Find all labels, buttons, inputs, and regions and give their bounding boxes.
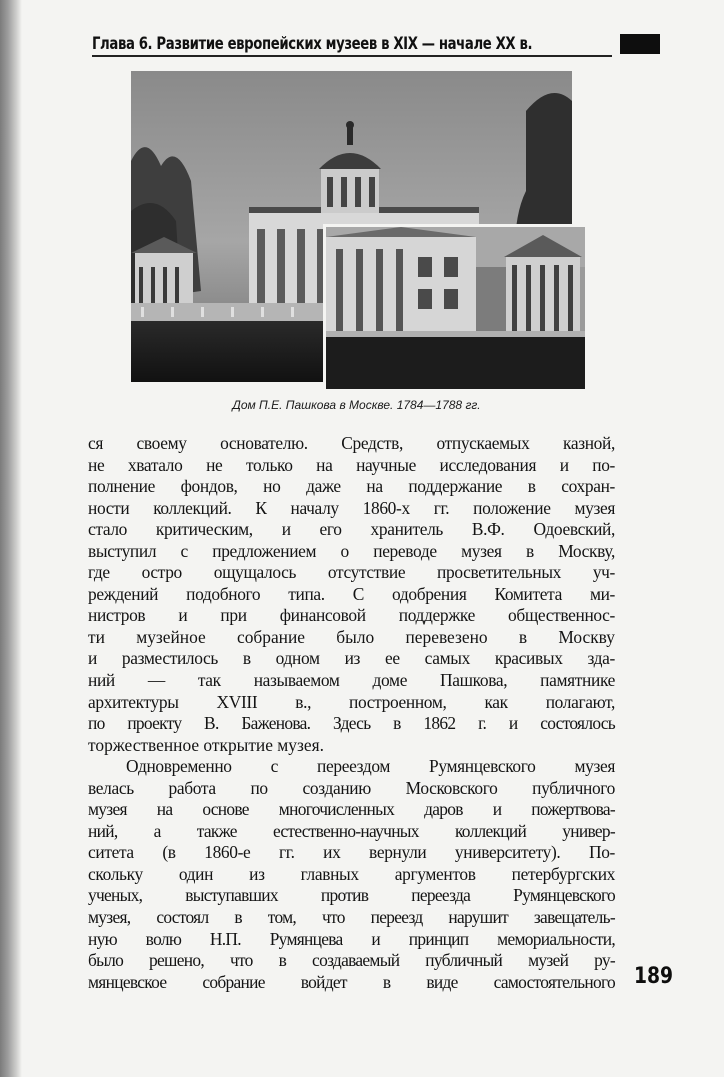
text-line: музея на основе многочисленных даров и пожертвова- (88, 799, 615, 820)
text-line: выступил с предложением о переводе музея в Москву, (88, 540, 615, 561)
text-line: ную волю Н.П. Румянцева и принцип мемориальности, (88, 928, 615, 949)
header-marker-block (620, 34, 660, 54)
text-line: ученых, выступавших против переезда Румянцевского (88, 885, 615, 906)
text-line: и разместилось в одном из ее самых красивых зда- (88, 648, 615, 669)
pashkov-house-detail-photo (323, 224, 585, 389)
text-line: ти музейное собрание было перевезено в Москву (88, 626, 615, 647)
text-line: полнение фондов, но даже на поддержание в сохран- (88, 476, 615, 497)
book-spine-shadow (0, 0, 22, 1077)
text-line: было решено, что в создаваемый публичный музей ру- (88, 950, 615, 971)
text-line: ности коллекций. К началу 1860-х гг. положение музея (88, 497, 615, 518)
text-line: Одновременно с переездом Румянцевского музея (126, 756, 615, 777)
text-line: где остро ощущалось отсутствие просветительных уч- (88, 562, 615, 583)
text-line: ся своему основателю. Средств, отпускаемых казной, (88, 433, 615, 453)
paragraph-2 (88, 756, 615, 993)
header-rule (92, 55, 612, 57)
text-line: музея, состоял в том, что переезд нарушит завещатель- (88, 907, 615, 928)
body-text (88, 433, 615, 993)
text-line: ний — так называемом доме Пашкова, памятнике (88, 670, 615, 691)
text-line: торжественное открытие музея. (88, 734, 324, 755)
text-line: нистров и при финансовой поддержке общественнос- (88, 605, 615, 626)
text-line: стало критическим, и его хранитель В.Ф. Одоевский, (88, 519, 615, 540)
page-number: 189 (634, 964, 674, 989)
text-line: ситета (в 1860-е гг. их вернули университету). По- (88, 842, 615, 863)
text-line: мянцевское собрание войдет в виде самостоятельного (88, 971, 615, 992)
figure-caption: Дом П.Е. Пашкова в Москве. 1784—1788 гг. (232, 398, 481, 412)
text-line: скольку один из главных аргументов петербургских (88, 863, 615, 884)
paragraph-1 (88, 433, 615, 756)
text-line: велась работа по созданию Московского публичного (88, 777, 615, 798)
text-line: по проекту В. Баженова. Здесь в 1862 г. и состоялось (88, 713, 615, 734)
text-line: реждений подобного типа. С одобрения Комитета ми- (88, 583, 615, 604)
text-line: ний, а также естественно-научных коллекций универ- (88, 820, 615, 841)
text-line: не хватало не только на научные исследования и по- (88, 454, 615, 475)
running-head: Глава 6. Развитие европейских музеев в XIX — начале XX в. (92, 34, 533, 54)
text-line: архитектуры XVIII в., построенном, как полагают, (88, 691, 615, 712)
